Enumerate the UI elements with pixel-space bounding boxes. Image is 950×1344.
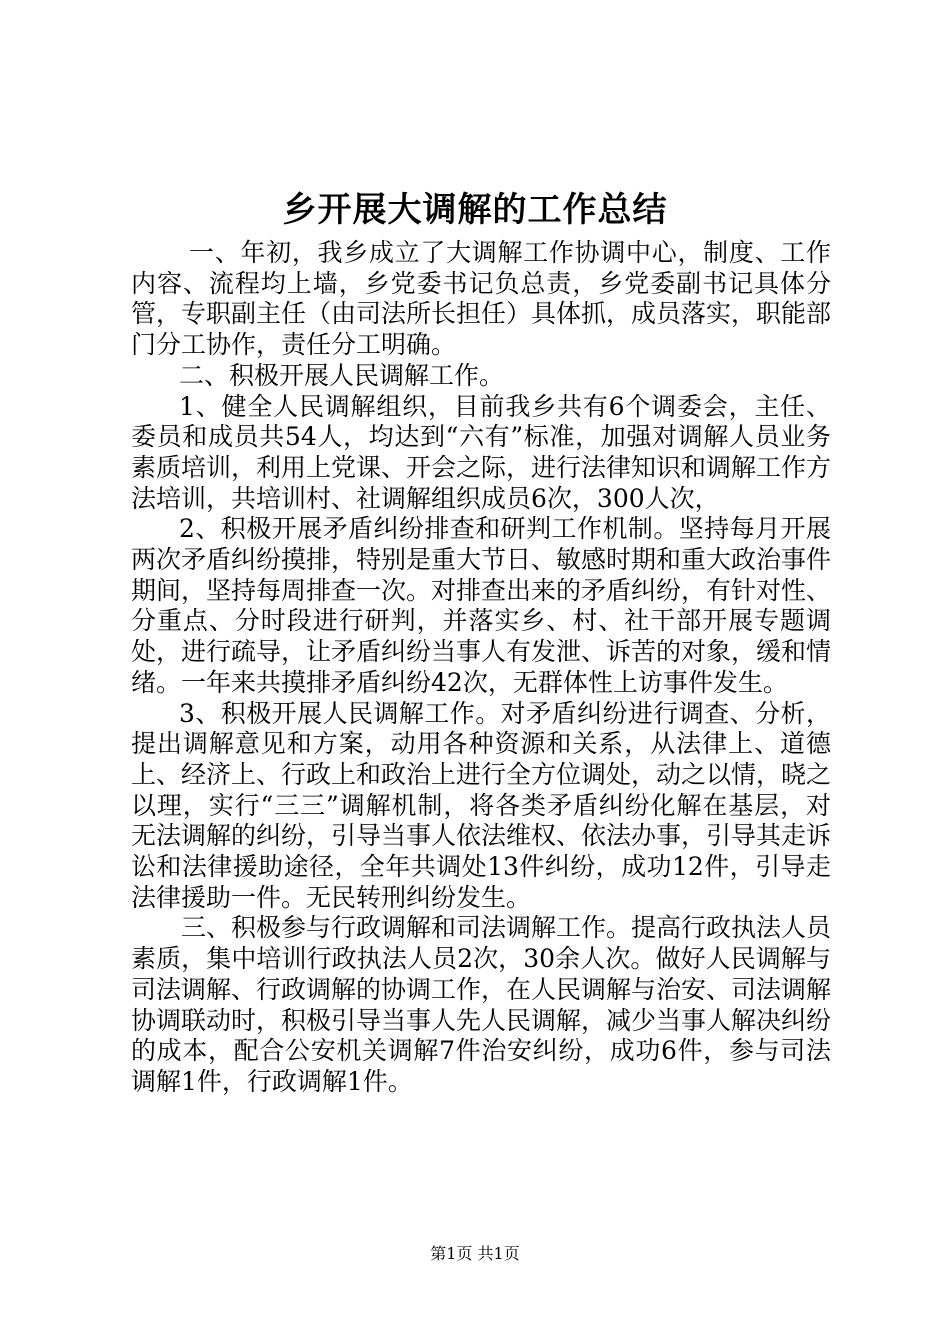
paragraph-item-1: 1、健全人民调解组织，目前我乡共有6个调委会，主任、委员和成员共54人，均达到“六有”标准，加强对调解人员业务素质培训，利用上党课、开会之际，进行法律知识和调解工作方法培训，共培训村、社调解组织成员6次，300人次，: [131, 391, 832, 513]
paragraph-section-2-heading: 二、积极开展人民调解工作。: [179, 360, 505, 390]
page-footer: 第1页 共1页: [430, 1244, 520, 1263]
page-title: 乡开展大调解的工作总结: [282, 190, 668, 230]
paragraph-item-3: 3、积极开展人民调解工作。对矛盾纠纷进行调查、分析，提出调解意见和方案，动用各种资源和关系，从法律上、道德上、经济上、行政上和政治上进行全方位调处，动之以情，晓之以理，实行“三三”调解机制，将各类矛盾纠纷化解在基层，对无法调解的纠纷，引导当事人依法维权、依法办事，引导其走诉讼和法律援助途径，全年共调处13件纠纷，成功12件，引导走法律援助一件。无民转刑纠纷发生。: [131, 698, 832, 912]
paragraph-section-3: 三、积极参与行政调解和司法调解工作。提高行政执法人员素质，集中培训行政执法人员2次，30余人次。做好人民调解与司法调解、行政调解的协调工作，在人民调解与治安、司法调解协调联动时，积极引导当事人先人民调解，减少当事人解决纠纷的成本，配合公安机关调解7件治安纠纷，成功6件，参与司法调解1件，行政调解1件。: [131, 913, 832, 1096]
paragraph-section-1: 一、年初，我乡成立了大调解工作协调中心，制度、工作内容、流程均上墙，乡党委书记负总责，乡党委副书记具体分管，专职副主任（由司法所长担任）具体抓，成员落实，职能部门分工协作，责任分工明确。: [131, 238, 832, 360]
document-body: [131, 238, 831, 1098]
paragraph-item-2: 2、积极开展矛盾纠纷排查和研判工作机制。坚持每月开展两次矛盾纠纷摸排，特别是重大节日、敏感时期和重大政治事件期间，坚持每周排查一次。对排查出来的矛盾纠纷，有针对性、分重点、分时段进行研判，并落实乡、村、社干部开展专题调处，进行疏导，让矛盾纠纷当事人有发泄、诉苦的对象，缓和情绪。一年来共摸排矛盾纠纷42次，无群体性上访事件发生。: [131, 514, 832, 697]
